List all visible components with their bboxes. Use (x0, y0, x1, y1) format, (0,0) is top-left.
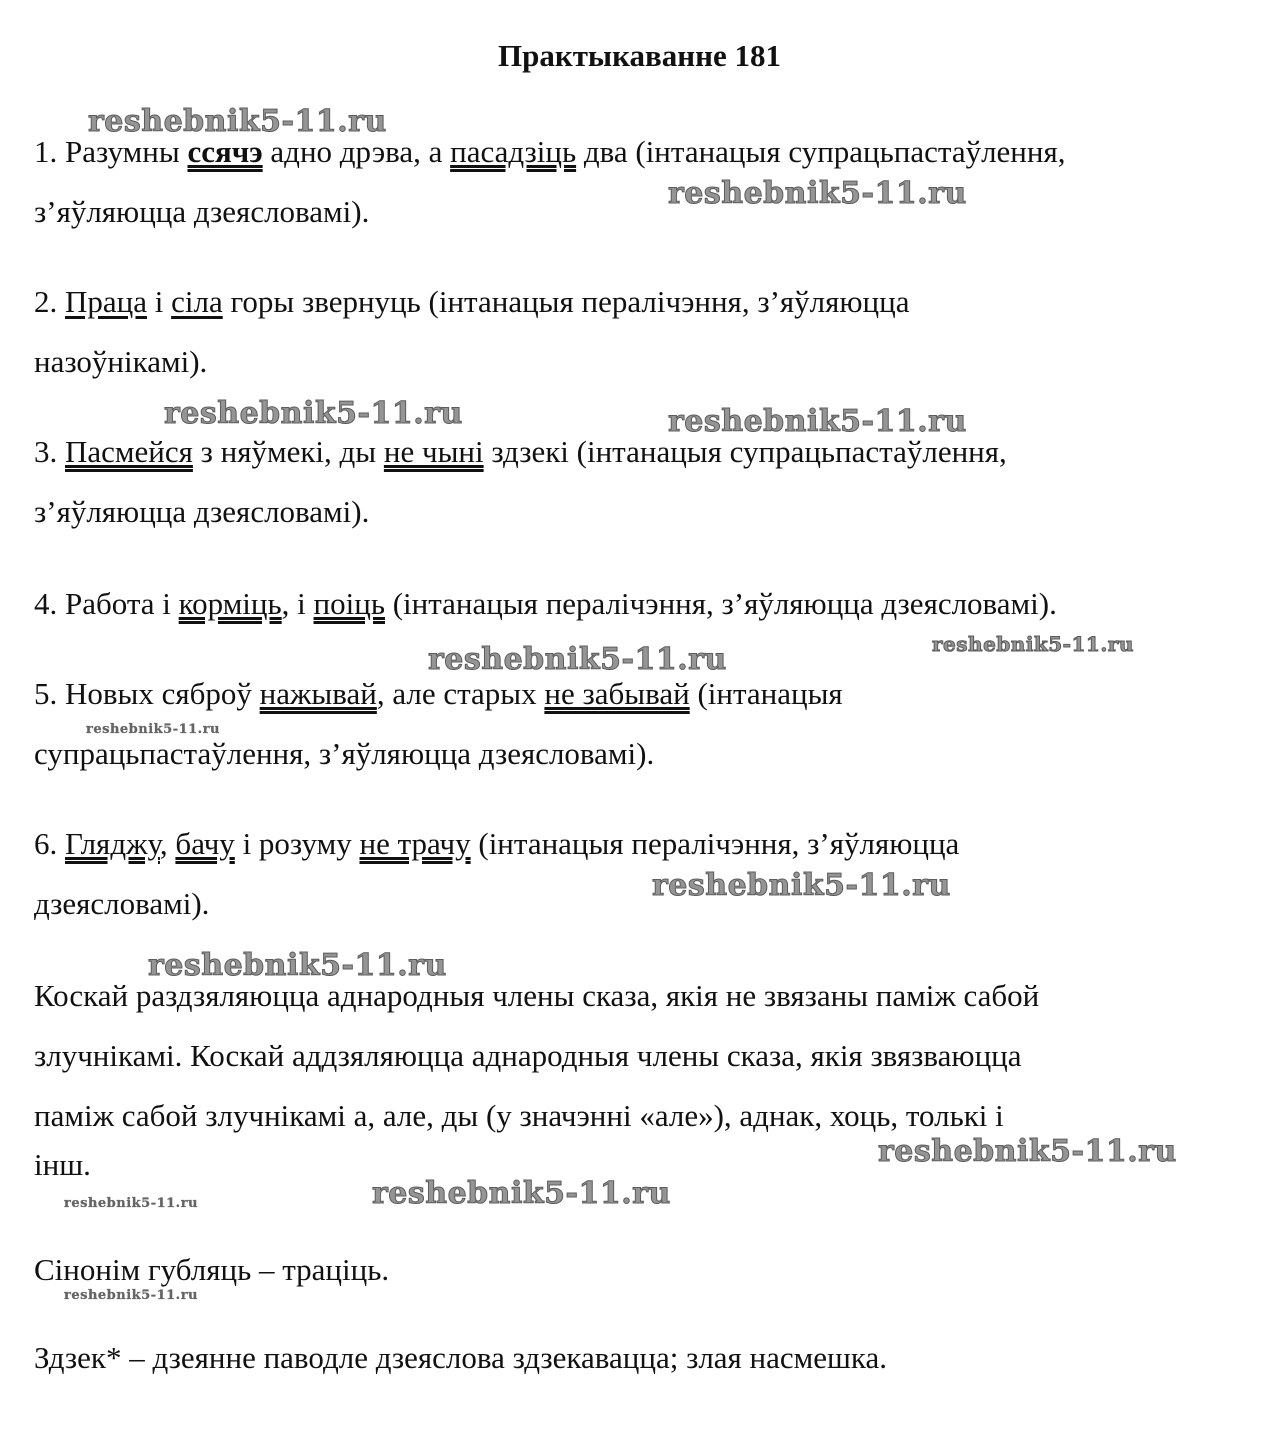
watermark: reshebnik5-11.ru (164, 396, 463, 431)
text: дзеясловамі). (34, 886, 210, 921)
subject-underlined: Праца (65, 284, 147, 319)
text: Здзек* – дзеянне паводле дзеяслова здзекавацца; злая насмешка. (34, 1340, 888, 1375)
item-number: 6. (34, 826, 65, 861)
exercise-item-2 (34, 272, 1249, 392)
predicate-underlined: корміць (178, 586, 282, 621)
watermark: reshebnik5-11.ru (932, 632, 1134, 656)
synonym-note (34, 1240, 1249, 1300)
text: , але старых (376, 676, 545, 711)
text: Новых сяброў (65, 676, 260, 711)
text: здзекі (інтанацыя супрацьпастаўлення, (483, 434, 1007, 469)
page-title: Практыкаванне 181 (497, 38, 781, 73)
text: , (159, 826, 176, 861)
subject-underlined: сіла (171, 284, 223, 319)
text: Работа і (65, 586, 179, 621)
text: супрацьпастаўлення, з’яўляюцца дзеясловамі). (34, 736, 655, 771)
item-number: 4. (34, 586, 65, 621)
watermark: reshebnik5-11.ru (64, 1196, 199, 1211)
watermark: reshebnik5-11.ru (88, 104, 387, 139)
watermark: reshebnik5-11.ru (428, 642, 727, 677)
text: паміж сабой злучнікамі а, але, ды (у значэнні «але»), аднак, хоць, толькі і (34, 1098, 1004, 1133)
text: і (147, 284, 172, 319)
predicate-underlined: Гляджу (65, 826, 160, 861)
watermark: reshebnik5-11.ru (878, 1134, 1177, 1169)
text: Сінонім губляць – траціць. (34, 1252, 390, 1287)
watermark: reshebnik5-11.ru (86, 722, 221, 737)
exercise-item-1 (34, 122, 1249, 242)
item-number: 1. (34, 134, 65, 169)
item-number: 3. (34, 434, 65, 469)
text: (інтанацыя пералічэння, з’яўляюцца (470, 826, 960, 861)
text: інш. (34, 1147, 91, 1182)
predicate-underlined: не забывай (544, 676, 690, 711)
exercise-item-4 (34, 574, 1249, 634)
watermark: reshebnik5-11.ru (64, 1288, 199, 1303)
text: з’яўляюцца дзеясловамі). (34, 194, 370, 229)
text: з’яўляюцца дзеясловамі). (34, 494, 370, 529)
watermark: reshebnik5-11.ru (148, 948, 447, 983)
predicate-underlined: ссячэ (187, 134, 263, 169)
text: горы звернуць (інтанацыя пералічэння, з’яўляюцца (222, 284, 910, 319)
text: , і (281, 586, 314, 621)
text: злучнікамі. Коскай аддзяляюцца аднародныя члены сказа, якія звязваюцца (34, 1038, 1022, 1073)
predicate-underlined: поіць (313, 586, 385, 621)
watermark: reshebnik5-11.ru (372, 1176, 671, 1211)
watermark: reshebnik5-11.ru (668, 176, 967, 211)
text: два (інтанацыя супрацьпастаўлення, (576, 134, 1066, 169)
predicate-underlined: не трачу (359, 826, 471, 861)
text: адно дрэва, а (262, 134, 451, 169)
item-number: 5. (34, 676, 65, 711)
watermark: reshebnik5-11.ru (652, 868, 951, 903)
text: (інтанацыя пералічэння, з’яўляюцца дзеясловамі). (384, 586, 1057, 621)
exercise-item-3 (34, 422, 1249, 542)
text: назоўнікамі). (34, 344, 208, 379)
text: (інтанацыя (689, 676, 843, 711)
predicate-underlined: бачу (175, 826, 235, 861)
text: і розуму (234, 826, 360, 861)
watermark: reshebnik5-11.ru (668, 404, 967, 439)
text: з няўмекі, ды (192, 434, 384, 469)
definition-note (34, 1328, 1249, 1388)
predicate-underlined: пасадзіць (450, 134, 577, 169)
exercise-item-6 (34, 814, 1249, 934)
predicate-underlined: нажывай (259, 676, 377, 711)
text: Разумны (65, 134, 188, 169)
item-number: 2. (34, 284, 65, 319)
predicate-underlined: Пасмейся (65, 434, 193, 469)
text: Коскай раздзяляюцца аднародныя члены сказа, якія не звязаны паміж сабой (34, 978, 1040, 1013)
predicate-underlined: не чыні (383, 434, 484, 469)
